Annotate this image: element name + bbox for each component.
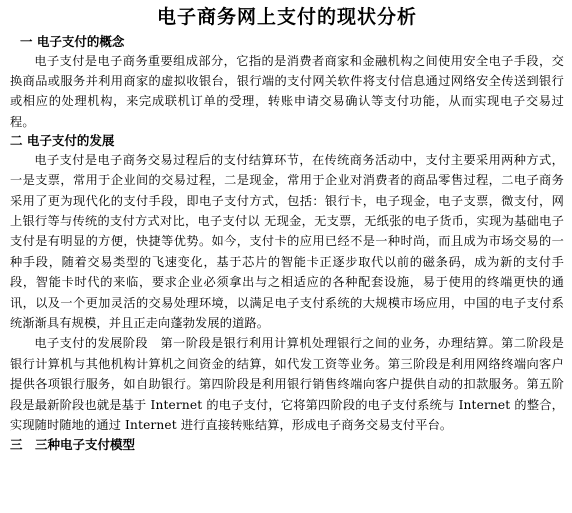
paragraph-development: 电子支付是电子商务交易过程后的支付结算环节，在传统商务活动中，支付主要采用两种方式，一是支票，常用于企业间的交易过程，二是现金，常用于企业对消费者的商品零售过程，二电子商务采用了更为现代化的支付手段，即电子支付方式，包括：银行卡，电子现金，电子支票，微支付，网上银行等与传统的支付方式对比，电子支付以 无现金，无支票，无纸张的电子货币，实现为基础电子支付是有明显的方便，快捷等优势。如今，支付卡的应用已经不是一种时尚，而且成为市场交易的一种手段，随着交易类型的飞速变化，基于芯片的智能卡正逐步取代以前的磁条码，成为新的支付手段，智能卡时代的来临，要求企业必须拿出与之相适应的各种配套设施，易于使用的终端更快的通讯，以及一个更加灵活的交易处理环境，以满足电子支付系统的大规模市场应用，中国的电子支付系统渐渐具有规模，并且正走向蓬勃发展的道路。	[10, 152, 564, 331]
paragraph-concept: 电子支付是电子商务重要组成部分，它指的是消费者商家和金融机构之间使用安全电子手段，交换商品或服务并利用商家的虚拟收银台，银行端的支付网关软件将支付信息通过网络安全传送到银行或相应的处理机构，来完成联机订单的受理，转账申请交易确认等支付功能，从而实现电子交易过程。	[10, 54, 564, 129]
document-page	[0, 3, 572, 513]
section-heading-concept: 一 电子支付的概念	[20, 34, 125, 49]
document-title: 电子商务网上支付的现状分析	[156, 6, 417, 28]
section-heading-models: 三 三种电子支付模型	[10, 436, 136, 452]
paragraph-development-stages: 电子支付的发展阶段 第一阶段是银行利用计算机处理银行之间的业务，办理结算。第二阶段是银行计算机与其他机构计算机之间资金的结算，如代发工资等业务。第三阶段是利用网络终端向客户提供各项银行服务，如自助银行。第四阶段是利用银行销售终端向客户提供自动的扣款服务。第五阶段是最新阶段也就是基于 Internet 的电子支付，它将第四阶段的电子支付系统与 Internet 的整合，实现随时随地的通过 Internet 进行直接转账结算，形成电子商务交易支付平台。	[10, 336, 564, 433]
section-heading-development: 二 电子支付的发展	[10, 132, 115, 148]
